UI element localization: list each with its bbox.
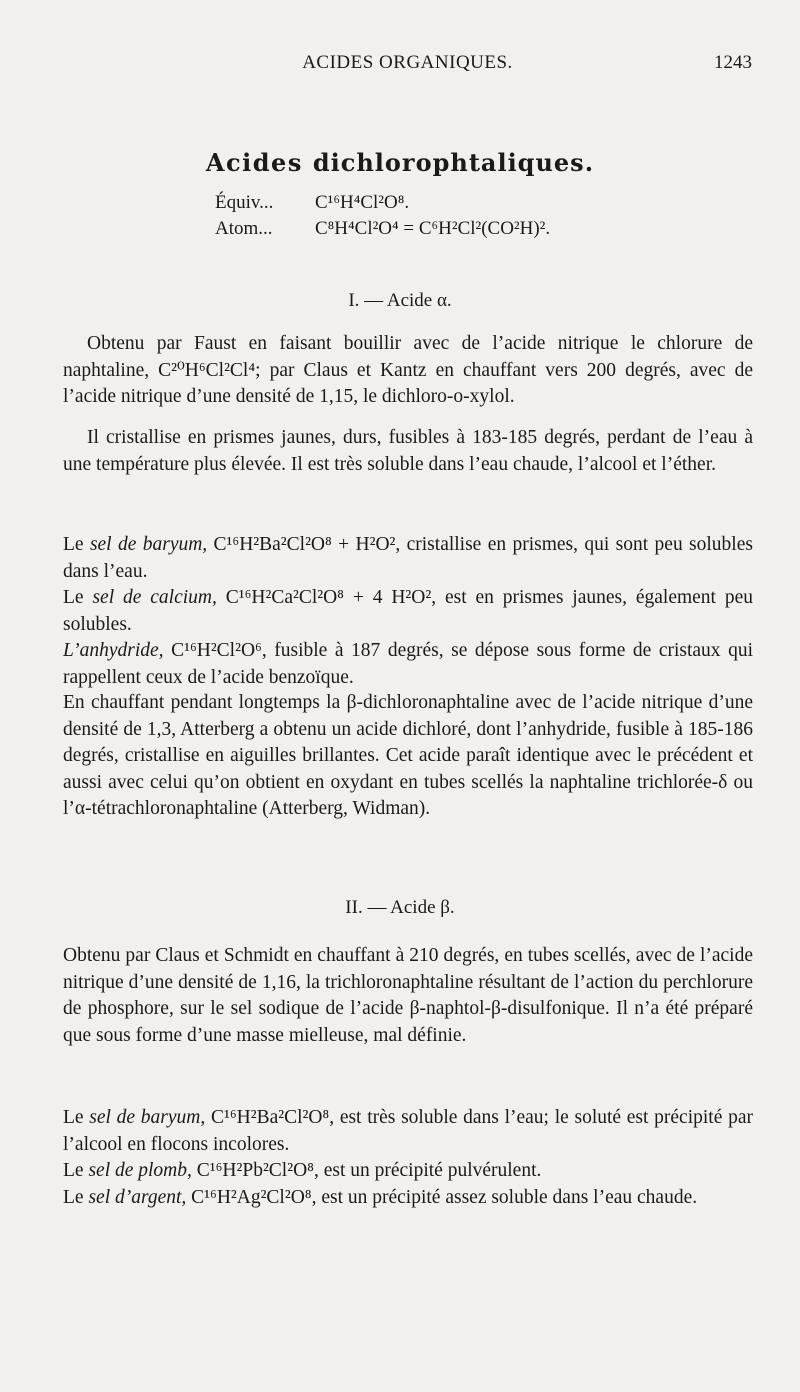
p4-prefix: Le bbox=[63, 587, 93, 608]
running-title: ACIDES ORGANIQUES. bbox=[302, 52, 513, 73]
s2p4-rest: C¹⁶H²Ag²Cl²O⁸, est un précipité assez soluble dans l’eau chaude. bbox=[186, 1187, 698, 1208]
page-header bbox=[63, 52, 752, 82]
section-1-paragraph-2: Il cristallise en prismes jaunes, durs, fusibles à 183-185 degrés, perdant de l’eau à une température plus élevée. Il est très soluble dans l’eau chaude, l’alcool et l’éther. bbox=[63, 427, 753, 475]
section-2-paragraph-2 bbox=[63, 1105, 753, 1158]
atom-label: Atom... bbox=[215, 218, 273, 239]
section-1-heading: I. — Acide α. bbox=[348, 290, 452, 311]
section-1-paragraph-5 bbox=[63, 638, 753, 691]
s2p3-prefix: Le bbox=[63, 1160, 89, 1181]
equiv-formula-line bbox=[215, 192, 409, 214]
chapter-title bbox=[0, 148, 800, 178]
p3-prefix: Le bbox=[63, 534, 90, 555]
s2p2-prefix: Le bbox=[63, 1107, 90, 1128]
p4-italic: sel de calcium, bbox=[92, 587, 217, 608]
title-word-1: Acides bbox=[205, 148, 303, 177]
section-2-paragraph-3 bbox=[63, 1158, 753, 1185]
title-word-2: dichlorophtaliques. bbox=[312, 148, 595, 177]
section-2-paragraph-4 bbox=[63, 1185, 753, 1212]
equiv-value: C¹⁶H⁴Cl²O⁸. bbox=[315, 192, 410, 213]
p5-rest: C¹⁶H²Cl²O⁶, fusible à 187 degrés, se dépose sous forme de cristaux qui rappellent ceux de l’acide benzoïque. bbox=[63, 640, 753, 688]
section-1-paragraph-3 bbox=[63, 532, 753, 585]
s2p3-italic: sel de plomb, bbox=[88, 1160, 192, 1181]
section-2-heading: II. — Acide β. bbox=[345, 897, 455, 918]
section-2-paragraph-1: Obtenu par Claus et Schmidt en chauffant à 210 degrés, en tubes scellés, avec de l’acide nitrique d’une densité de 1,16, la trichloronaphtaline résultant de l’action du perchlorure de phosphore, sur le sel sodique de l’acide β-naphtol-β-disulfonique. Il n’a été préparé que sous forme d’une masse mielleuse, mal définie. bbox=[63, 945, 753, 1046]
s2p2-italic: sel de baryum, bbox=[89, 1107, 206, 1128]
section-1-paragraph-4 bbox=[63, 585, 753, 638]
p4-rest: C¹⁶H²Ca²Cl²O⁸ + 4 H²O², est en prismes jaunes, également peu solubles. bbox=[63, 587, 754, 635]
s2p2-rest: C¹⁶H²Ba²Cl²O⁸, est très soluble dans l’eau; le soluté est précipité par l’alcool en flocons incolores. bbox=[63, 1107, 753, 1155]
s2p4-italic: sel d’argent, bbox=[88, 1187, 187, 1208]
atom-value: C⁸H⁴Cl²O⁴ = C⁶H²Cl²(CO²H)². bbox=[315, 218, 551, 239]
p5-italic: L’anhydride, bbox=[63, 640, 164, 661]
section-1-paragraph-1: Obtenu par Faust en faisant bouillir avec de l’acide nitrique le chlorure de naphtaline, C²⁰H⁶Cl²Cl⁴; par Claus et Kantz en chauffant vers 200 degrés, avec de l’acide nitrique d’une densité de 1,15, le dichloro-o-xylol. bbox=[63, 333, 753, 408]
s2p3-rest: C¹⁶H²Pb²Cl²O⁸, est un précipité pulvérulent. bbox=[191, 1160, 542, 1181]
equiv-label: Équiv... bbox=[215, 192, 274, 213]
p3-rest: C¹⁶H²Ba²Cl²O⁸ + H²O², cristallise en prismes, qui sont peu solubles dans l’eau. bbox=[63, 534, 753, 582]
p3-italic: sel de baryum, bbox=[89, 534, 208, 555]
s2p4-prefix: Le bbox=[63, 1187, 89, 1208]
atom-formula-line bbox=[215, 218, 550, 240]
section-1-paragraph-6: En chauffant pendant longtemps la β-dichloronaphtaline avec de l’acide nitrique d’une densité de 1,3, Atterberg a obtenu un acide dichloré, dont l’anhydride, fusible à 185-186 degrés, cristallise en aiguilles brillantes. Cet acide paraît identique avec le précédent et aussi avec celui qu’on obtient en oxydant en tubes scellés la naphtaline trichlorée-δ ou l’α-tétrachloronaphtaline (Atterberg, Widman). bbox=[63, 692, 753, 820]
page-number: 1243 bbox=[714, 52, 752, 73]
